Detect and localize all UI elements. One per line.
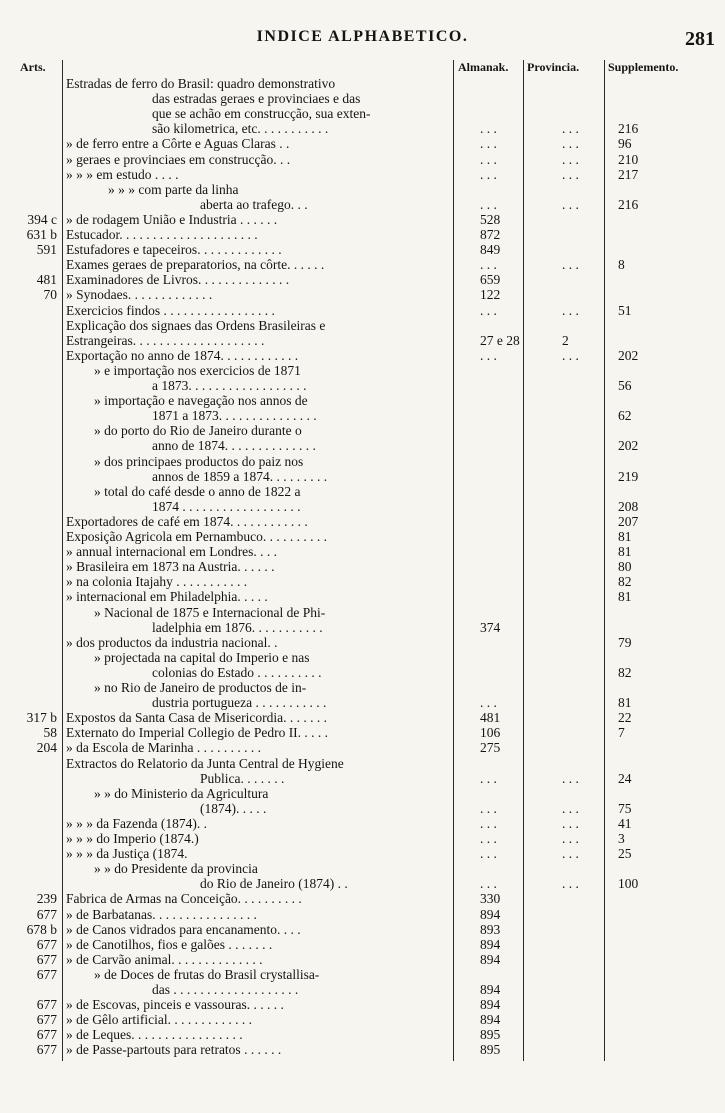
row-description: » » » em estudo . . . . (66, 166, 179, 182)
row-supplemento: 80 (618, 559, 632, 575)
row-almanak: 122 (480, 287, 501, 303)
row-description: Exposição Agricola em Pernambuco. . . . . . . . . . (66, 529, 327, 544)
row-description: » » » da Justiça (1874. (66, 846, 188, 862)
row-description: » internacional em Philadelphia. . . . . (66, 589, 268, 605)
row-provincia: . . . (562, 831, 579, 846)
row-almanak: 894 (480, 936, 501, 952)
row-description: » de Escovas, pinceis e vassouras. . . . . . (66, 997, 284, 1013)
row-almanak: 330 (480, 891, 501, 907)
row-almanak: . . . (480, 876, 497, 892)
row-almanak: 895 (480, 1042, 501, 1058)
row-art: 239 (36, 891, 57, 907)
row-description: Explicação dos signaes das Ordens Brasileiras e (66, 317, 326, 333)
table-row (0, 695, 725, 711)
row-supplemento: 210 (618, 151, 639, 167)
row-description: » de Passe-partouts para retratos . . . . . . (66, 1042, 282, 1058)
row-description: das . . . . . . . . . . . . . . . . . . . (152, 982, 299, 997)
row-description: » no Rio de Janeiro de productos de in- (94, 680, 307, 695)
table-row (0, 1012, 725, 1028)
row-description: » Synodaes. . . . . . . . . . . . . (66, 287, 213, 303)
row-almanak: 106 (480, 725, 501, 741)
table-row (0, 771, 725, 787)
row-almanak: . . . (480, 846, 497, 862)
row-description: » annual internacional em Londres. . . . (66, 544, 278, 560)
row-description: » » » com parte da linha (108, 181, 239, 197)
row-description: » » do Presidente da provincia (94, 861, 258, 877)
row-provincia: . . . (562, 302, 579, 318)
row-description: Expostos da Santa Casa de Misericordia. . . . . . . (66, 710, 327, 726)
row-description: Externato do Imperial Collegio de Pedro II. . . . . (66, 725, 329, 741)
table-row (0, 665, 725, 681)
row-description: » de rodagem União e Industria . . . . . . (66, 211, 278, 227)
row-description: » de Leques. . . . . . . . . . . . . . . . . (66, 1027, 243, 1043)
table-row (0, 454, 725, 470)
row-description: Exportação no anno de 1874. . . . . . . . . . . . (66, 347, 299, 363)
table-row (0, 333, 725, 349)
row-provincia: . . . (562, 257, 579, 273)
row-provincia: . . . (562, 196, 579, 212)
row-description: » geraes e provinciaes em construcção. . . (66, 151, 291, 167)
row-almanak: 528 (480, 211, 501, 227)
row-description: » da Escola de Marinha . . . . . . . . . . (66, 740, 261, 756)
row-supplemento: 51 (618, 302, 632, 318)
row-almanak: . . . (480, 121, 497, 137)
row-supplemento: 216 (618, 121, 639, 137)
row-almanak: . . . (480, 347, 497, 363)
table-row (0, 167, 725, 183)
table-row (0, 635, 725, 651)
row-description: » de Canos vidrados para encanamento. . . . (66, 921, 301, 937)
row-description: » » » do Imperio (1874.) (66, 831, 199, 846)
row-art: 394 c (27, 211, 57, 227)
row-description: » total do café desde o anno de 1822 a (94, 483, 301, 499)
row-almanak: 27 e 28 (480, 332, 520, 348)
table-row (0, 423, 725, 439)
row-art: 677 (36, 1027, 57, 1043)
row-supplemento: 208 (618, 498, 639, 514)
table-row (0, 257, 725, 273)
table-row (0, 816, 725, 832)
row-description: anno de 1874. . . . . . . . . . . . . . (152, 438, 316, 454)
row-provincia: . . . (562, 770, 579, 786)
row-almanak: 374 (480, 619, 501, 635)
row-art: 631 b (26, 227, 57, 242)
table-row (0, 801, 725, 817)
row-description: Exames geraes de preparatorios, na côrte. . . . . . (66, 257, 325, 273)
row-almanak: 894 (480, 906, 501, 922)
row-description: colonias do Estado . . . . . . . . . . (152, 664, 322, 680)
row-art: 678 b (26, 921, 57, 937)
table-row (0, 303, 725, 319)
row-almanak: . . . (480, 770, 497, 786)
row-description: » de Gêlo artificial. . . . . . . . . . . . . (66, 1012, 252, 1028)
row-supplemento: 41 (618, 815, 632, 831)
row-description: » » do Ministerio da Agricultura (94, 785, 269, 801)
row-description: Estradas de ferro do Brasil: quadro demonstrativo (66, 76, 336, 91)
row-art: 591 (36, 242, 57, 258)
row-supplemento: 75 (618, 800, 632, 816)
row-supplemento: 25 (618, 846, 632, 862)
row-description: das estradas geraes e provinciaes e das (152, 91, 361, 107)
row-description: Estufadores e tapeceiros. . . . . . . . . . . . . (66, 242, 282, 258)
row-description: Publica. . . . . . . (200, 770, 285, 786)
table-row (0, 952, 725, 968)
row-description: do Rio de Janeiro (1874) . . (200, 876, 348, 892)
row-supplemento: 7 (618, 725, 625, 741)
row-supplemento: 62 (618, 408, 632, 424)
row-description: Fabrica de Armas na Conceição. . . . . . . . . . (66, 891, 302, 907)
row-description: » na colonia Itajahy . . . . . . . . . . . (66, 574, 248, 590)
table-row (0, 197, 725, 213)
row-description: Extractos do Relatorio da Junta Central de Hygiene (66, 755, 344, 771)
page-number: 281 (685, 28, 715, 50)
table-row (0, 438, 725, 454)
table-row (0, 710, 725, 726)
table-row (0, 514, 725, 530)
col-supplemento: Supplemento. (608, 60, 679, 74)
row-supplemento: 81 (618, 544, 632, 560)
table-row (0, 1027, 725, 1043)
row-supplemento: 56 (618, 378, 632, 393)
table-row (0, 212, 725, 228)
row-supplemento: 81 (618, 529, 632, 544)
row-almanak: 659 (480, 272, 501, 288)
table-row (0, 182, 725, 198)
row-almanak: . . . (480, 800, 497, 816)
table-row (0, 499, 725, 515)
row-almanak: 895 (480, 1027, 501, 1043)
row-almanak: . . . (480, 257, 497, 273)
table-row (0, 1042, 725, 1058)
row-description: Exportadores de café em 1874. . . . . . . . . . . . (66, 513, 308, 529)
table-row (0, 544, 725, 560)
table-row (0, 650, 725, 666)
row-description: » dos principaes productos do paiz nos (94, 453, 304, 469)
page-title: INDICE ALPHABETICO. (256, 28, 469, 45)
table-row (0, 393, 725, 409)
row-almanak: 894 (480, 982, 501, 997)
row-supplemento: 81 (618, 695, 632, 711)
row-art: 481 (36, 272, 57, 288)
table-row (0, 408, 725, 424)
table-row (0, 967, 725, 983)
row-description: » de Doces de frutas do Brasil crystallisa- (94, 966, 320, 982)
row-provincia: . . . (562, 151, 579, 167)
row-supplemento: 3 (618, 831, 625, 846)
row-almanak: . . . (480, 302, 497, 318)
table-row (0, 861, 725, 877)
row-description: » de Carvão animal. . . . . . . . . . . . . . (66, 951, 263, 967)
row-almanak: . . . (480, 831, 497, 846)
table-row (0, 318, 725, 334)
row-art: 677 (36, 966, 57, 982)
row-description: » do porto do Rio de Janeiro durante o (94, 423, 302, 439)
row-art: 58 (43, 725, 57, 741)
row-description: Examinadores de Livros. . . . . . . . . . . . . . (66, 272, 290, 288)
row-art: 317 b (26, 710, 57, 726)
row-supplemento: 82 (618, 664, 632, 680)
row-provincia: . . . (562, 846, 579, 862)
row-description: Exercicios findos . . . . . . . . . . . . . . . . . (66, 302, 275, 318)
row-art: 677 (36, 936, 57, 952)
row-supplemento: 207 (618, 513, 639, 529)
row-supplemento: 22 (618, 710, 632, 726)
table-row (0, 469, 725, 485)
row-almanak: 894 (480, 1012, 501, 1028)
row-almanak: . . . (480, 196, 497, 212)
row-almanak: 894 (480, 997, 501, 1013)
row-description: Estucador. . . . . . . . . . . . . . . . . . . . . (66, 227, 258, 242)
row-almanak: 481 (480, 710, 501, 726)
row-supplemento: 216 (618, 196, 639, 212)
row-almanak: . . . (480, 815, 497, 831)
row-description: dustria portugueza . . . . . . . . . . . (152, 695, 327, 711)
row-description: a 1873. . . . . . . . . . . . . . . . . . (152, 378, 307, 393)
table-row (0, 876, 725, 892)
row-description: annos de 1859 a 1874. . . . . . . . . (152, 468, 328, 484)
row-supplemento: 202 (618, 347, 639, 363)
row-description: » importação e navegação nos annos de (94, 393, 308, 409)
row-almanak: 894 (480, 951, 501, 967)
row-art: 677 (36, 997, 57, 1013)
table-row (0, 997, 725, 1013)
row-provincia: . . . (562, 347, 579, 363)
row-art: 677 (36, 1042, 57, 1058)
table-row (0, 76, 725, 92)
row-description: » Nacional de 1875 e Internacional de Phi- (94, 604, 326, 620)
row-supplemento: 81 (618, 589, 632, 605)
col-almanak: Almanak. (458, 60, 509, 74)
row-provincia: . . . (562, 815, 579, 831)
table-row (0, 91, 725, 107)
table-row (0, 121, 725, 137)
table-row (0, 529, 725, 545)
row-description: » Brasileira em 1873 na Austria. . . . . . (66, 559, 275, 575)
row-art: 677 (36, 906, 57, 922)
table-row (0, 922, 725, 938)
row-almanak: 893 (480, 921, 501, 937)
row-almanak: 872 (480, 227, 501, 242)
row-description: » dos productos da industria nacional. . (66, 634, 278, 650)
row-almanak: . . . (480, 695, 497, 711)
row-supplemento: 79 (618, 634, 632, 650)
table-row (0, 786, 725, 802)
table-row (0, 605, 725, 621)
table-row (0, 982, 725, 998)
row-description: ladelphia em 1876. . . . . . . . . . . (152, 619, 323, 635)
row-description: Estrangeiras. . . . . . . . . . . . . . . . . . . . (66, 332, 265, 348)
table-row (0, 484, 725, 500)
table-row (0, 242, 725, 258)
table-row (0, 937, 725, 953)
row-supplemento: 217 (618, 166, 639, 182)
row-supplemento: 100 (618, 876, 639, 892)
table-row (0, 756, 725, 772)
row-supplemento: 8 (618, 257, 625, 273)
row-description: 1874 . . . . . . . . . . . . . . . . . . (152, 498, 301, 514)
table-row (0, 559, 725, 575)
row-provincia: 2 (562, 332, 569, 348)
row-art: 677 (36, 1012, 57, 1028)
table-row (0, 227, 725, 243)
row-almanak: . . . (480, 151, 497, 167)
row-supplemento: 24 (618, 770, 632, 786)
row-description: » » » da Fazenda (1874). . (66, 815, 207, 831)
row-art: 204 (36, 740, 57, 756)
table-row (0, 846, 725, 862)
row-description: são kilometrica, etc. . . . . . . . . . . (152, 121, 329, 137)
table-row (0, 620, 725, 636)
row-description: » de Barbatanas. . . . . . . . . . . . . . . . (66, 906, 257, 922)
table-row (0, 589, 725, 605)
row-provincia: . . . (562, 121, 579, 137)
table-row (0, 152, 725, 168)
row-almanak: 275 (480, 740, 501, 756)
row-almanak: . . . (480, 166, 497, 182)
row-description: que se achão em construcção, sua exten- (152, 106, 371, 122)
table-row (0, 907, 725, 923)
table-row (0, 348, 725, 364)
row-supplemento: 96 (618, 136, 632, 152)
table-row (0, 272, 725, 288)
col-provincia: Provincia. (527, 60, 580, 74)
row-description: » de ferro entre a Côrte e Aguas Claras . . (66, 136, 290, 152)
table-row (0, 363, 725, 379)
row-description: 1871 a 1873. . . . . . . . . . . . . . . (152, 408, 317, 424)
row-supplemento: 202 (618, 438, 639, 454)
table-row (0, 287, 725, 303)
row-description: aberta ao trafego. . . (200, 196, 308, 212)
table-row (0, 740, 725, 756)
row-provincia: . . . (562, 136, 579, 152)
row-provincia: . . . (562, 166, 579, 182)
row-art: 70 (43, 287, 57, 303)
table-row (0, 831, 725, 847)
row-art: 677 (36, 951, 57, 967)
row-description: » e importação nos exercicios de 1871 (94, 362, 301, 378)
row-description: » projectada na capital do Imperio e nas (94, 649, 310, 665)
table-row (0, 378, 725, 394)
row-description: » de Canotilhos, fios e galões . . . . . . . (66, 936, 273, 952)
table-row (0, 136, 725, 152)
table-row (0, 891, 725, 907)
row-supplemento: 82 (618, 574, 632, 590)
row-supplemento: 219 (618, 468, 639, 484)
table-row (0, 574, 725, 590)
row-provincia: . . . (562, 800, 579, 816)
row-almanak: . . . (480, 136, 497, 152)
table-row (0, 106, 725, 122)
table-row (0, 725, 725, 741)
col-arts: Arts. (20, 60, 46, 74)
row-provincia: . . . (562, 876, 579, 892)
row-description: (1874). . . . . (200, 800, 267, 816)
row-almanak: 849 (480, 242, 501, 258)
table-row (0, 680, 725, 696)
